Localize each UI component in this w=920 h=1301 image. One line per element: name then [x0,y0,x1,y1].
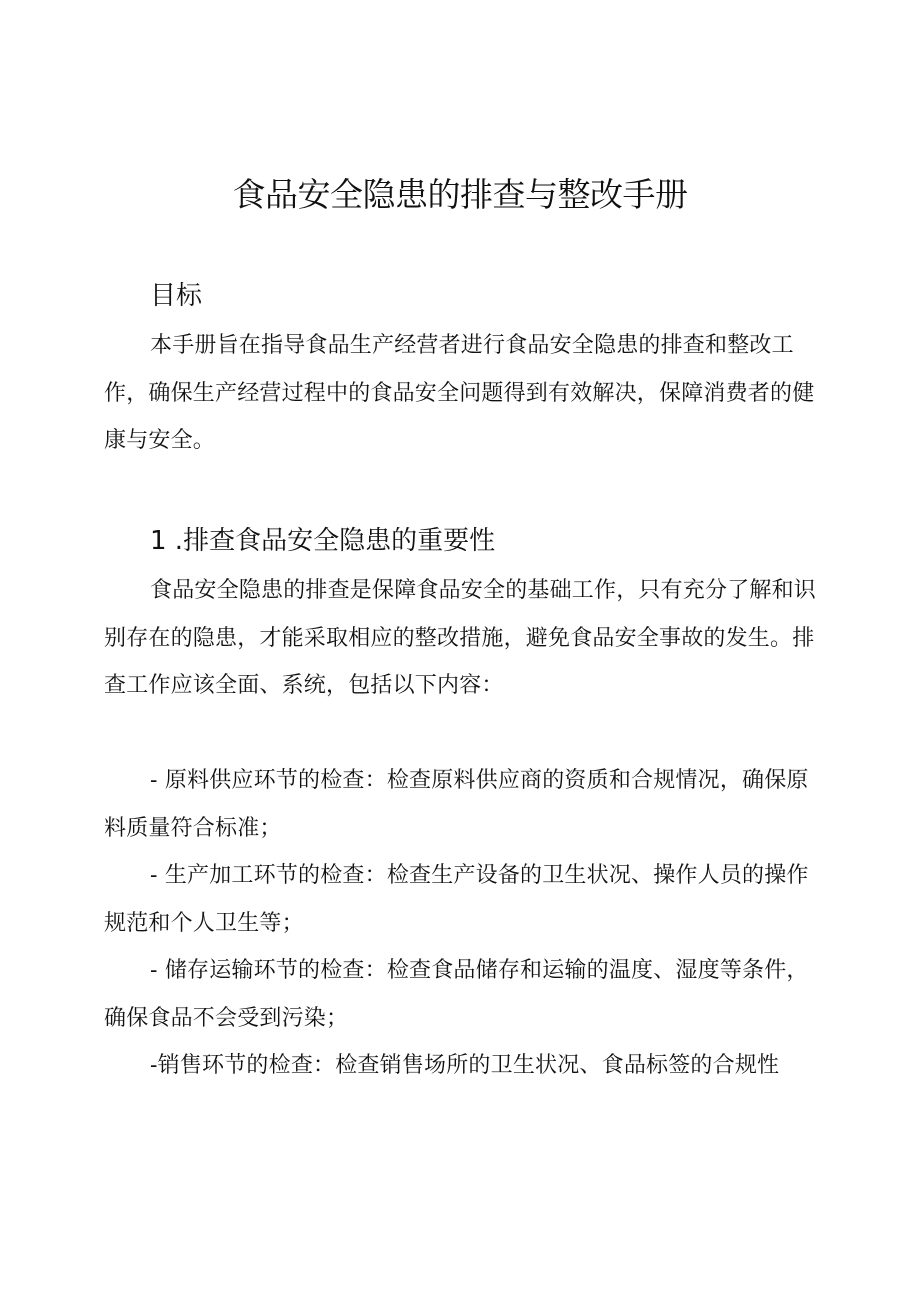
section-heading-goal: 目标 [150,281,203,311]
list-item: - 储存运输环节的检查：检查食品储存和运输的温度、湿度等条件，确保食品不会受到污染； [104,958,809,1031]
section-paragraph-importance: 食品安全隐患的排查是保障食品安全的基础工作，只有充分了解和识别存在的隐患，才能采取相应的整改措施，避免食品安全事故的发生。排查工作应该全面、系统，包括以下内容： [104,578,817,698]
list-item: - 原料供应环节的检查：检查原料供应商的资质和合规情况，确保原料质量符合标准； [104,768,809,841]
list-item: -销售环节的检查：检查销售场所的卫生状况、食品标签的合规性 [150,1053,780,1078]
document-title: 食品安全隐患的排查与整改手册 [232,175,688,214]
section-paragraph-goal: 本手册旨在指导食品生产经营者进行食品安全隐患的排查和整改工作，确保生产经营过程中的食品安全问题得到有效解决，保障消费者的健康与安全。 [104,333,815,453]
list-item: - 生产加工环节的检查：检查生产设备的卫生状况、操作人员的操作规范和个人卫生等； [104,863,809,936]
section-heading-importance: 1 .排查食品安全隐患的重要性 [150,526,496,556]
